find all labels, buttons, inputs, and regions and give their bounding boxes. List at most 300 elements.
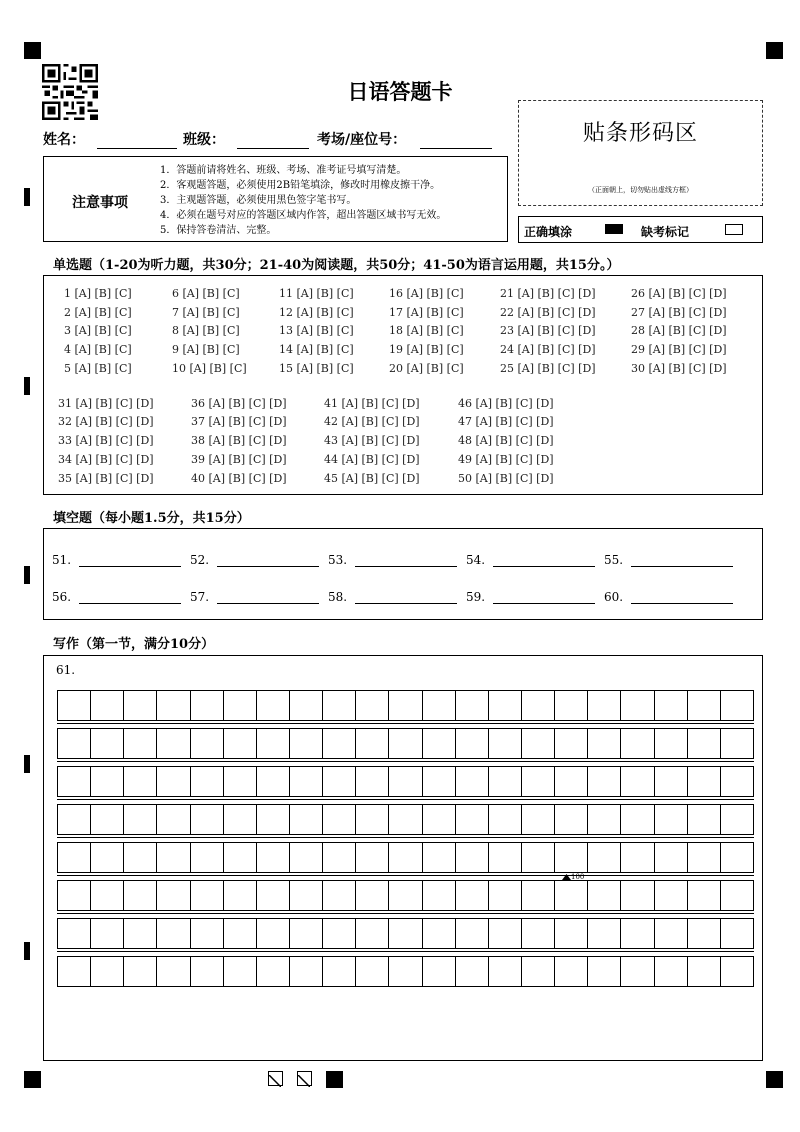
writing-grid-cell[interactable] bbox=[356, 767, 389, 796]
writing-grid-cell[interactable] bbox=[157, 919, 190, 948]
page-code-box bbox=[297, 1071, 312, 1086]
writing-grid-cell[interactable] bbox=[621, 691, 654, 720]
page-code-box bbox=[268, 1071, 283, 1086]
writing-grid-cell[interactable] bbox=[522, 843, 555, 872]
writing-grid-cell[interactable] bbox=[721, 805, 753, 834]
word-count-marker bbox=[562, 873, 584, 881]
writing-grid-cell[interactable] bbox=[124, 957, 157, 986]
writing-grid-cell[interactable] bbox=[91, 843, 124, 872]
writing-grid-cell[interactable] bbox=[290, 767, 323, 796]
writing-grid-cell[interactable] bbox=[356, 843, 389, 872]
writing-grid-cell[interactable] bbox=[423, 691, 456, 720]
writing-grid-cell[interactable] bbox=[489, 843, 522, 872]
writing-grid-cell[interactable] bbox=[124, 919, 157, 948]
writing-grid-cell[interactable] bbox=[423, 805, 456, 834]
writing-grid-cell[interactable] bbox=[323, 957, 356, 986]
writing-grid-cell[interactable] bbox=[389, 919, 422, 948]
writing-grid-cell[interactable] bbox=[688, 691, 721, 720]
writing-grid-cell[interactable] bbox=[621, 843, 654, 872]
grid-separator bbox=[57, 951, 754, 952]
writing-grid-cell[interactable] bbox=[224, 843, 257, 872]
writing-grid-cell[interactable] bbox=[555, 691, 588, 720]
fill-blank-item[interactable] bbox=[190, 589, 319, 604]
fill-blank-item[interactable] bbox=[52, 589, 181, 604]
mc-question[interactable]: 6 [A] [B] [C] bbox=[172, 287, 240, 300]
writing-grid-cell[interactable] bbox=[157, 957, 190, 986]
writing-grid-cell[interactable] bbox=[621, 805, 654, 834]
barcode-label: 贴条形码区 bbox=[582, 121, 698, 146]
mc-question[interactable]: 42 [A] [B] [C] [D] bbox=[324, 415, 420, 428]
writing-grid-cell[interactable] bbox=[290, 805, 323, 834]
writing-grid-row[interactable] bbox=[57, 690, 754, 721]
writing-grid-row[interactable] bbox=[57, 728, 754, 759]
writing-grid-cell[interactable] bbox=[91, 729, 124, 758]
mc-question[interactable]: 7 [A] [B] [C] bbox=[172, 306, 240, 319]
writing-grid-cell[interactable] bbox=[257, 805, 290, 834]
writing-grid-cell[interactable] bbox=[423, 919, 456, 948]
writing-grid-cell[interactable] bbox=[356, 805, 389, 834]
mc-question[interactable]: 50 [A] [B] [C] [D] bbox=[458, 472, 554, 485]
writing-grid-cell[interactable] bbox=[655, 957, 688, 986]
writing-grid-cell[interactable] bbox=[655, 805, 688, 834]
mc-question[interactable]: 19 [A] [B] [C] bbox=[389, 343, 464, 356]
mc-question[interactable]: 36 [A] [B] [C] [D] bbox=[191, 397, 287, 410]
fill-blank-number: 57. bbox=[190, 590, 210, 604]
fill-blank-number: 52. bbox=[190, 553, 210, 567]
registration-mark-top-left bbox=[24, 42, 41, 59]
writing-grid-cell[interactable] bbox=[588, 767, 621, 796]
barcode-note: （正面朝上，切勿贴出虚线方框） bbox=[588, 186, 693, 194]
writing-grid-cell[interactable] bbox=[489, 805, 522, 834]
writing-grid-cell[interactable] bbox=[721, 767, 753, 796]
writing-grid-cell[interactable] bbox=[389, 691, 422, 720]
writing-grid-cell[interactable] bbox=[555, 919, 588, 948]
registration-mark-bottom-center bbox=[326, 1071, 343, 1088]
writing-grid-row[interactable] bbox=[57, 918, 754, 949]
class-field[interactable] bbox=[183, 129, 309, 149]
writing-grid-cell[interactable] bbox=[655, 767, 688, 796]
fill-blank-item[interactable] bbox=[328, 589, 457, 604]
writing-grid-cell[interactable] bbox=[191, 729, 224, 758]
name-field[interactable] bbox=[43, 129, 177, 149]
grid-separator bbox=[57, 799, 754, 800]
writing-grid-cell[interactable] bbox=[124, 767, 157, 796]
writing-grid-cell[interactable] bbox=[224, 805, 257, 834]
class-label: 班级： bbox=[183, 132, 225, 148]
fill-blank-item[interactable] bbox=[466, 589, 595, 604]
fill-blank-number: 51. bbox=[52, 553, 72, 567]
writing-grid-cell[interactable] bbox=[157, 729, 190, 758]
writing-grid-cell[interactable] bbox=[224, 881, 257, 910]
writing-grid-cell[interactable] bbox=[58, 805, 91, 834]
mc-question[interactable]: 44 [A] [B] [C] [D] bbox=[324, 453, 420, 466]
writing-grid-cell[interactable] bbox=[124, 881, 157, 910]
writing-grid-cell[interactable] bbox=[721, 881, 753, 910]
timing-bar bbox=[24, 755, 30, 773]
mc-question[interactable]: 1 [A] [B] [C] bbox=[64, 287, 132, 300]
writing-grid-cell[interactable] bbox=[655, 691, 688, 720]
writing-grid-cell[interactable] bbox=[423, 881, 456, 910]
writing-grid-cell[interactable] bbox=[257, 729, 290, 758]
writing-grid-cell[interactable] bbox=[522, 805, 555, 834]
registration-mark-bottom-left bbox=[24, 1071, 41, 1088]
barcode-area bbox=[518, 100, 763, 206]
fill-legend bbox=[518, 216, 763, 243]
fill-blank-item[interactable] bbox=[190, 552, 319, 567]
mc-question[interactable]: 39 [A] [B] [C] [D] bbox=[191, 453, 287, 466]
writing-grid-cell[interactable] bbox=[555, 767, 588, 796]
writing-grid-cell[interactable] bbox=[157, 767, 190, 796]
writing-grid-cell[interactable] bbox=[522, 881, 555, 910]
mc-question[interactable]: 38 [A] [B] [C] [D] bbox=[191, 434, 287, 447]
mc-question[interactable]: 15 [A] [B] [C] bbox=[279, 362, 354, 375]
writing-grid-cell[interactable] bbox=[688, 881, 721, 910]
fill-blank-item[interactable] bbox=[52, 552, 181, 567]
writing-grid-cell[interactable] bbox=[257, 691, 290, 720]
grid-separator bbox=[57, 761, 754, 762]
writing-grid-cell[interactable] bbox=[655, 729, 688, 758]
writing-grid-cell[interactable] bbox=[655, 843, 688, 872]
mc-section-title: 单选题（1-20为听力题，共30分；21-40为阅读题，共50分；41-50为语言运用题，共15分。） bbox=[53, 258, 620, 273]
mc-question[interactable]: 47 [A] [B] [C] [D] bbox=[458, 415, 554, 428]
writing-grid-cell[interactable] bbox=[91, 881, 124, 910]
writing-grid-cell[interactable] bbox=[389, 843, 422, 872]
writing-grid-cell[interactable] bbox=[588, 957, 621, 986]
writing-grid-cell[interactable] bbox=[721, 957, 753, 986]
writing-grid-row[interactable] bbox=[57, 842, 754, 873]
fill-blank-line[interactable] bbox=[493, 589, 595, 604]
writing-grid-cell[interactable] bbox=[688, 767, 721, 796]
notice-item: 3．主观题答题，必须使用黑色签字笔书写。 bbox=[160, 195, 357, 206]
timing-bar bbox=[24, 942, 30, 960]
mc-question[interactable]: 2 [A] [B] [C] bbox=[64, 306, 132, 319]
writing-grid-cell[interactable] bbox=[91, 919, 124, 948]
writing-grid-cell[interactable] bbox=[621, 767, 654, 796]
writing-grid-cell[interactable] bbox=[688, 843, 721, 872]
writing-grid-cell[interactable] bbox=[721, 691, 753, 720]
mc-question[interactable]: 29 [A] [B] [C] [D] bbox=[631, 343, 727, 356]
writing-grid-cell[interactable] bbox=[58, 691, 91, 720]
writing-grid-cell[interactable] bbox=[389, 881, 422, 910]
fill-section-title: 填空题（每小题1.5分，共15分） bbox=[53, 511, 250, 526]
writing-grid-cell[interactable] bbox=[621, 919, 654, 948]
fill-blank-number: 56. bbox=[52, 590, 72, 604]
writing-grid-cell[interactable] bbox=[257, 881, 290, 910]
writing-grid-cell[interactable] bbox=[191, 767, 224, 796]
writing-grid-cell[interactable] bbox=[621, 957, 654, 986]
writing-grid-cell[interactable] bbox=[555, 729, 588, 758]
writing-grid-cell[interactable] bbox=[588, 919, 621, 948]
writing-grid-cell[interactable] bbox=[323, 919, 356, 948]
mc-question[interactable]: 17 [A] [B] [C] bbox=[389, 306, 464, 319]
writing-grid-cell[interactable] bbox=[588, 843, 621, 872]
grid-separator bbox=[57, 913, 754, 914]
writing-grid-cell[interactable] bbox=[124, 729, 157, 758]
fill-blank-line[interactable] bbox=[79, 552, 181, 567]
writing-grid-cell[interactable] bbox=[489, 767, 522, 796]
writing-grid-cell[interactable] bbox=[423, 729, 456, 758]
fill-blank-line[interactable] bbox=[217, 589, 319, 604]
fill-blank-line[interactable] bbox=[79, 589, 181, 604]
writing-grid-cell[interactable] bbox=[456, 729, 489, 758]
mc-question[interactable]: 41 [A] [B] [C] [D] bbox=[324, 397, 420, 410]
mc-answer-area bbox=[43, 275, 763, 495]
notice-list bbox=[160, 163, 446, 238]
mc-question[interactable]: 21 [A] [B] [C] [D] bbox=[500, 287, 596, 300]
writing-grid-cell[interactable] bbox=[323, 881, 356, 910]
mc-question[interactable]: 43 [A] [B] [C] [D] bbox=[324, 434, 420, 447]
writing-grid-cell[interactable] bbox=[290, 691, 323, 720]
notice-item: 5．保持答卷清洁、完整。 bbox=[160, 225, 277, 236]
word-count-text: 100 bbox=[571, 873, 585, 881]
writing-grid-cell[interactable] bbox=[224, 957, 257, 986]
writing-grid-cell[interactable] bbox=[91, 805, 124, 834]
writing-grid-cell[interactable] bbox=[224, 919, 257, 948]
writing-grid-cell[interactable] bbox=[423, 957, 456, 986]
mc-question[interactable]: 20 [A] [B] [C] bbox=[389, 362, 464, 375]
writing-grid-cell[interactable] bbox=[522, 729, 555, 758]
writing-grid-cell[interactable] bbox=[224, 767, 257, 796]
writing-grid-cell[interactable] bbox=[389, 805, 422, 834]
fill-blank-line[interactable] bbox=[631, 589, 733, 604]
fill-blank-line[interactable] bbox=[217, 552, 319, 567]
mc-question[interactable]: 9 [A] [B] [C] bbox=[172, 343, 240, 356]
writing-grid-cell[interactable] bbox=[58, 767, 91, 796]
writing-grid-cell[interactable] bbox=[191, 805, 224, 834]
writing-grid-cell[interactable] bbox=[588, 691, 621, 720]
writing-grid-cell[interactable] bbox=[124, 805, 157, 834]
writing-grid-cell[interactable] bbox=[257, 767, 290, 796]
slash-icon bbox=[298, 1075, 310, 1087]
writing-grid-cell[interactable] bbox=[224, 729, 257, 758]
writing-grid-cell[interactable] bbox=[555, 805, 588, 834]
mc-question[interactable]: 26 [A] [B] [C] [D] bbox=[631, 287, 727, 300]
notice-item: 1．答题前请将姓名、班级、考场、准考证号填写清楚。 bbox=[160, 165, 407, 176]
writing-grid-cell[interactable] bbox=[721, 729, 753, 758]
fill-blank-number: 59. bbox=[466, 590, 486, 604]
writing-grid-cell[interactable] bbox=[356, 919, 389, 948]
mc-question[interactable]: 5 [A] [B] [C] bbox=[64, 362, 132, 375]
fill-blank-number: 60. bbox=[604, 590, 624, 604]
writing-grid-cell[interactable] bbox=[323, 805, 356, 834]
writing-grid-cell[interactable] bbox=[191, 843, 224, 872]
writing-grid-cell[interactable] bbox=[522, 691, 555, 720]
writing-grid-cell[interactable] bbox=[323, 843, 356, 872]
writing-grid-row[interactable] bbox=[57, 880, 754, 911]
writing-grid-cell[interactable] bbox=[621, 729, 654, 758]
writing-grid-cell[interactable] bbox=[224, 691, 257, 720]
fill-blank-item[interactable] bbox=[328, 552, 457, 567]
name-line[interactable] bbox=[97, 132, 177, 149]
grid-separator bbox=[57, 723, 754, 724]
writing-grid-cell[interactable] bbox=[489, 881, 522, 910]
triangle-icon bbox=[562, 874, 571, 880]
absent-mark-box[interactable] bbox=[725, 224, 743, 235]
writing-grid-cell[interactable] bbox=[655, 881, 688, 910]
fill-blank-item[interactable] bbox=[466, 552, 595, 567]
room-seat-label: 考场/座位号： bbox=[317, 132, 407, 148]
mc-question[interactable]: 23 [A] [B] [C] [D] bbox=[500, 324, 596, 337]
mc-question[interactable]: 45 [A] [B] [C] [D] bbox=[324, 472, 420, 485]
mc-question[interactable]: 49 [A] [B] [C] [D] bbox=[458, 453, 554, 466]
writing-grid-cell[interactable] bbox=[456, 843, 489, 872]
mc-question[interactable]: 48 [A] [B] [C] [D] bbox=[458, 434, 554, 447]
mc-question[interactable]: 34 [A] [B] [C] [D] bbox=[58, 453, 154, 466]
writing-grid-cell[interactable] bbox=[721, 843, 753, 872]
grid-separator bbox=[57, 875, 754, 876]
writing-grid-row[interactable] bbox=[57, 956, 754, 987]
timing-bar bbox=[24, 566, 30, 584]
writing-grid-cell[interactable] bbox=[290, 843, 323, 872]
writing-grid-cell[interactable] bbox=[356, 881, 389, 910]
writing-grid-cell[interactable] bbox=[688, 729, 721, 758]
writing-grid-cell[interactable] bbox=[489, 729, 522, 758]
writing-grid-cell[interactable] bbox=[191, 691, 224, 720]
mc-question[interactable]: 25 [A] [B] [C] [D] bbox=[500, 362, 596, 375]
mc-question[interactable]: 28 [A] [B] [C] [D] bbox=[631, 324, 727, 337]
writing-grid-cell[interactable] bbox=[191, 957, 224, 986]
writing-grid-row[interactable] bbox=[57, 804, 754, 835]
writing-grid-row[interactable] bbox=[57, 766, 754, 797]
mc-question[interactable]: 32 [A] [B] [C] [D] bbox=[58, 415, 154, 428]
writing-grid-cell[interactable] bbox=[621, 881, 654, 910]
writing-grid-cell[interactable] bbox=[58, 957, 91, 986]
mc-question[interactable]: 8 [A] [B] [C] bbox=[172, 324, 240, 337]
fill-blank-line[interactable] bbox=[493, 552, 595, 567]
mc-question[interactable]: 31 [A] [B] [C] [D] bbox=[58, 397, 154, 410]
mc-question[interactable]: 35 [A] [B] [C] [D] bbox=[58, 472, 154, 485]
writing-grid-cell[interactable] bbox=[58, 729, 91, 758]
writing-grid-cell[interactable] bbox=[389, 729, 422, 758]
writing-grid-cell[interactable] bbox=[323, 691, 356, 720]
writing-grid-cell[interactable] bbox=[721, 919, 753, 948]
writing-grid-cell[interactable] bbox=[555, 957, 588, 986]
writing-grid-cell[interactable] bbox=[157, 805, 190, 834]
mc-question[interactable]: 46 [A] [B] [C] [D] bbox=[458, 397, 554, 410]
writing-grid-cell[interactable] bbox=[456, 919, 489, 948]
writing-grid-cell[interactable] bbox=[290, 957, 323, 986]
mc-question[interactable]: 18 [A] [B] [C] bbox=[389, 324, 464, 337]
writing-grid-cell[interactable] bbox=[290, 881, 323, 910]
fill-blank-item[interactable] bbox=[604, 552, 733, 567]
fill-blank-item[interactable] bbox=[604, 589, 733, 604]
mc-question[interactable]: 22 [A] [B] [C] [D] bbox=[500, 306, 596, 319]
mc-question[interactable]: 40 [A] [B] [C] [D] bbox=[191, 472, 287, 485]
mc-question[interactable]: 33 [A] [B] [C] [D] bbox=[58, 434, 154, 447]
writing-grid-cell[interactable] bbox=[91, 691, 124, 720]
absent-mark-label: 缺考标记 bbox=[641, 225, 690, 239]
writing-grid-cell[interactable] bbox=[555, 881, 588, 910]
writing-grid-cell[interactable] bbox=[191, 881, 224, 910]
writing-grid-cell[interactable] bbox=[588, 881, 621, 910]
writing-grid-cell[interactable] bbox=[58, 919, 91, 948]
mc-question[interactable]: 10 [A] [B] [C] bbox=[172, 362, 247, 375]
mc-question[interactable]: 24 [A] [B] [C] [D] bbox=[500, 343, 596, 356]
writing-grid-cell[interactable] bbox=[157, 843, 190, 872]
writing-grid-cell[interactable] bbox=[257, 919, 290, 948]
mc-question[interactable]: 37 [A] [B] [C] [D] bbox=[191, 415, 287, 428]
writing-grid-cell[interactable] bbox=[191, 919, 224, 948]
fill-blank-line[interactable] bbox=[631, 552, 733, 567]
page-title: 日语答题卡 bbox=[347, 79, 453, 104]
mc-question[interactable]: 4 [A] [B] [C] bbox=[64, 343, 132, 356]
writing-grid-cell[interactable] bbox=[257, 843, 290, 872]
writing-grid-cell[interactable] bbox=[522, 957, 555, 986]
writing-grid-cell[interactable] bbox=[688, 957, 721, 986]
mc-question[interactable]: 11 [A] [B] [C] bbox=[279, 287, 354, 300]
writing-grid-cell[interactable] bbox=[456, 767, 489, 796]
mc-question[interactable]: 30 [A] [B] [C] [D] bbox=[631, 362, 727, 375]
writing-grid-cell[interactable] bbox=[588, 729, 621, 758]
room-seat-line[interactable] bbox=[420, 132, 492, 149]
registration-mark-bottom-right bbox=[766, 1071, 783, 1088]
writing-grid-cell[interactable] bbox=[522, 767, 555, 796]
mc-question[interactable]: 3 [A] [B] [C] bbox=[64, 324, 132, 337]
writing-grid-cell[interactable] bbox=[489, 691, 522, 720]
writing-grid-cell[interactable] bbox=[124, 843, 157, 872]
writing-grid-cell[interactable] bbox=[688, 805, 721, 834]
writing-grid-cell[interactable] bbox=[323, 767, 356, 796]
writing-grid-cell[interactable] bbox=[91, 957, 124, 986]
name-label: 姓名： bbox=[43, 132, 85, 148]
writing-grid-cell[interactable] bbox=[456, 805, 489, 834]
writing-grid-cell[interactable] bbox=[124, 691, 157, 720]
writing-grid-cell[interactable] bbox=[323, 729, 356, 758]
writing-question-number: 61. bbox=[56, 663, 76, 677]
writing-grid-cell[interactable] bbox=[389, 767, 422, 796]
writing-grid-cell[interactable] bbox=[290, 919, 323, 948]
room-seat-field[interactable] bbox=[317, 129, 492, 149]
mc-question[interactable]: 27 [A] [B] [C] [D] bbox=[631, 306, 727, 319]
writing-grid-cell[interactable] bbox=[257, 957, 290, 986]
writing-grid-cell[interactable] bbox=[489, 957, 522, 986]
writing-grid-cell[interactable] bbox=[423, 843, 456, 872]
class-line[interactable] bbox=[237, 132, 309, 149]
writing-grid-cell[interactable] bbox=[423, 767, 456, 796]
writing-grid-cell[interactable] bbox=[290, 729, 323, 758]
writing-grid-cell[interactable] bbox=[456, 691, 489, 720]
filled-box-sample bbox=[605, 224, 623, 234]
writing-grid-cell[interactable] bbox=[489, 919, 522, 948]
mc-question[interactable]: 16 [A] [B] [C] bbox=[389, 287, 464, 300]
mc-question[interactable]: 13 [A] [B] [C] bbox=[279, 324, 354, 337]
writing-grid-cell[interactable] bbox=[555, 843, 588, 872]
writing-grid-cell[interactable] bbox=[356, 729, 389, 758]
writing-grid-cell[interactable] bbox=[655, 919, 688, 948]
writing-grid-cell[interactable] bbox=[389, 957, 422, 986]
writing-grid-cell[interactable] bbox=[588, 805, 621, 834]
writing-grid-cell[interactable] bbox=[456, 957, 489, 986]
mc-question[interactable]: 14 [A] [B] [C] bbox=[279, 343, 354, 356]
notice-box bbox=[43, 156, 508, 242]
fill-blank-number: 55. bbox=[604, 553, 624, 567]
writing-grid-cell[interactable] bbox=[157, 881, 190, 910]
writing-grid-cell[interactable] bbox=[58, 881, 91, 910]
writing-grid-cell[interactable] bbox=[456, 881, 489, 910]
writing-grid-cell[interactable] bbox=[356, 691, 389, 720]
writing-grid-cell[interactable] bbox=[356, 957, 389, 986]
writing-grid-cell[interactable] bbox=[157, 691, 190, 720]
writing-grid-cell[interactable] bbox=[91, 767, 124, 796]
timing-bar bbox=[24, 377, 30, 395]
fill-blank-line[interactable] bbox=[355, 589, 457, 604]
writing-grid-cell[interactable] bbox=[522, 919, 555, 948]
fill-blank-line[interactable] bbox=[355, 552, 457, 567]
mc-question[interactable]: 12 [A] [B] [C] bbox=[279, 306, 354, 319]
writing-grid-cell[interactable] bbox=[58, 843, 91, 872]
notice-label: 注意事项 bbox=[72, 195, 128, 211]
writing-grid-cell[interactable] bbox=[688, 919, 721, 948]
